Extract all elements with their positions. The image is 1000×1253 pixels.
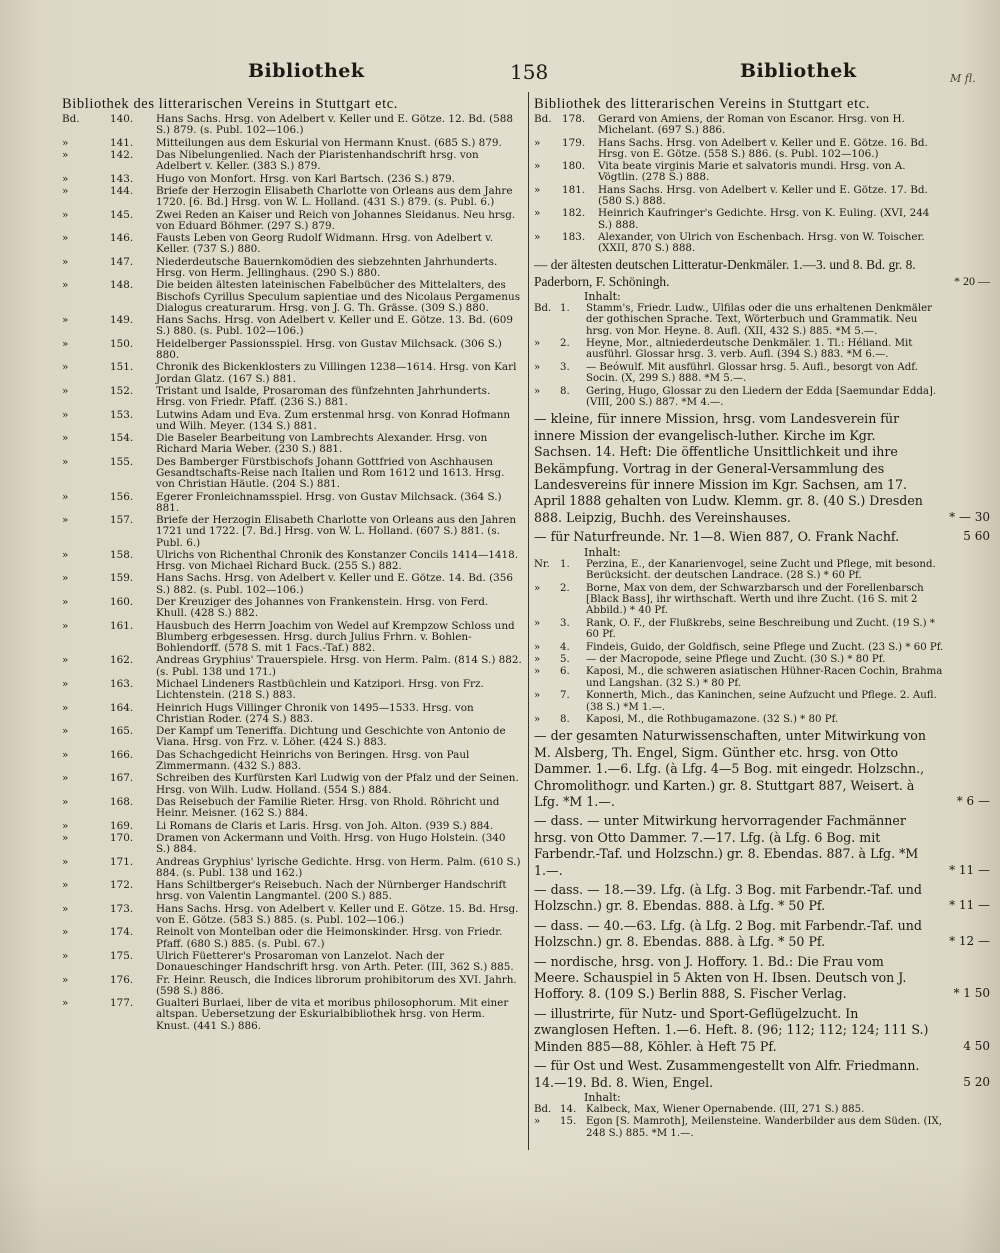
catalog-entry <box>534 303 944 337</box>
entry-text: Egon [S. Mamroth], Meilensteine. Wanderbilder aus dem Süden. (IX, 248 S.) 885. *M 1.—. <box>586 1116 942 1139</box>
catalog-entry <box>62 621 522 655</box>
entry-dass-2 <box>534 882 990 915</box>
entry-text: Hans Sachs. Hrsg. von Adelbert v. Keller und E. Götze. 16. Bd. Hrsg. von E. Götze. (558 S.) 886. (s. Publ. 102—106.) <box>598 136 928 160</box>
entry-number: 165. <box>110 725 134 738</box>
entry-text: Heyne, Mor., altniederdeutsche Denkmäler. 1. Tl.: Héliand. Mit ausführl. Glossar hrsg. 3. verb. Aufl. (394 S.) 883. *M 6.—. <box>586 338 913 361</box>
entry-prefix: » <box>534 666 541 678</box>
entry-kleine <box>534 411 990 526</box>
catalog-entry <box>534 642 944 653</box>
price: * 20 — <box>954 273 990 288</box>
catalog-entry <box>62 951 522 973</box>
catalog-entry <box>62 150 522 172</box>
entry-prefix: » <box>62 855 69 868</box>
entry-prefix: » <box>534 653 541 665</box>
catalog-entry <box>62 998 522 1032</box>
entry-text: Zwei Reden an Kaiser und Reich von Johannes Sleidanus. Neu hrsg. von Eduard Böhmer. (297 S.) 879. <box>156 208 516 232</box>
entry-prefix: » <box>62 490 69 503</box>
entry-number: 164. <box>110 701 134 714</box>
entry-prefix: » <box>62 678 69 691</box>
entry-prefix: » <box>62 337 69 350</box>
entry-number: 169. <box>110 819 134 832</box>
entry-prefix: » <box>62 796 69 809</box>
entry-text: Briefe der Herzogin Elisabeth Charlotte von Orleans aus dem Jahre 1720. [6. Bd.] Hrsg. von W. L. Holland. (431 S.) 879. (s. Publ. 6.) <box>156 184 513 209</box>
entry-text: Die Baseler Bearbeitung von Lambrechts Alexander. Hrsg. von Richard Maria Weber. (230 S.) 881. <box>156 432 488 456</box>
entry-number: 147. <box>110 255 134 268</box>
entry-number: 172. <box>110 879 134 892</box>
entry-prefix: » <box>62 255 69 268</box>
entry-number: 1. <box>560 558 570 570</box>
catalog-entry <box>62 797 522 819</box>
entry-number: 163. <box>110 678 134 691</box>
entry-number: 14. <box>560 1103 577 1115</box>
entry-prefix: » <box>62 973 69 986</box>
catalog-entry <box>534 232 944 254</box>
entry-prefix: » <box>62 572 69 585</box>
entry-number: 168. <box>110 796 134 809</box>
margin-mark: M fl. <box>950 72 976 85</box>
catalog-entry <box>62 386 522 408</box>
catalog-entry <box>62 927 522 949</box>
catalog-entry <box>62 433 522 455</box>
entry-prefix: » <box>62 832 69 845</box>
entry-prefix: » <box>62 701 69 714</box>
entry-number: 161. <box>110 619 134 632</box>
entry-text: Reinolt von Montelban oder die Heimonskinder. Hrsg. von Friedr. Pfaff. (680 S.) 885. (s. Publ. 67.) <box>156 926 503 950</box>
catalog-entry <box>62 904 522 926</box>
entry-prefix: » <box>534 617 541 629</box>
catalog-entry <box>62 492 522 514</box>
entry-number: 1. <box>560 302 570 314</box>
entry-prefix: » <box>62 748 69 761</box>
catalog-entry <box>534 714 944 725</box>
entry-illustrirte <box>534 1005 990 1055</box>
catalog-entry <box>62 114 522 136</box>
entry-number: 175. <box>110 949 134 962</box>
entry-number: 7. <box>560 690 570 702</box>
entry-number: 162. <box>110 654 134 667</box>
entry-prefix: » <box>62 548 69 561</box>
entry-number: 2. <box>560 338 570 349</box>
entry-prefix: » <box>62 314 69 327</box>
catalog-entry <box>62 679 522 701</box>
entry-text: Dramen von Ackermann und Voith. Hrsg. von Hugo Holstein. (340 S.) 884. <box>156 832 506 856</box>
catalog-entry <box>534 559 944 582</box>
entry-list <box>534 114 944 254</box>
sub-list <box>534 303 944 409</box>
catalog-entry <box>62 233 522 255</box>
catalog-entry <box>534 338 944 361</box>
entry-text: Borne, Max von dem, der Schwarzbarsch und der Forellenbarsch [Black Bass], ihr wirthschaft. Werth und ihre Zucht. (16 S. mit 2 Abbild.) * 40 Pf. <box>586 582 924 617</box>
section-heading: Bibliothek des litterarischen Vereins in Stuttgart etc. <box>534 96 870 112</box>
entry-prefix: » <box>62 184 69 197</box>
entry-text: Hausbuch des Herrn Joachim von Wedel auf Krempzow Schloss und Blumberg erbgesessen. Hrsg. durch Julius Frhrn. v. Bohlen-Bohlendorff. (578 S. mit 1 Facs.-Taf.) 882. <box>156 619 515 655</box>
page-shadow <box>0 1163 1000 1253</box>
entry-prefix: » <box>62 596 69 609</box>
catalog-entry <box>62 550 522 572</box>
entry-text: Rank, O. F., der Flußkrebs, seine Beschreibung und Zucht. (19 S.) * 60 Pf. <box>586 617 935 641</box>
catalog-entry <box>62 833 522 855</box>
entry-text: Stamm's, Friedr. Ludw., Ulfilas oder die uns erhaltenen Denkmäler der gothischen Sprache. Text, Wörterbuch und Grammatik. Neu hrsg. von Mor. Heyne. 8. Aufl. (XII, 432 S.) 885. *M 5.—. <box>586 302 933 337</box>
running-head-left: Bibliothek <box>248 60 365 82</box>
entry-text: Schreiben des Kurfürsten Karl Ludwig von der Pfalz und der Seinen. Hrsg. von Wilh. Ludw. Holland. (554 S.) 884. <box>156 772 519 796</box>
inhalt-label: Inhalt: <box>584 545 621 559</box>
column-divider <box>528 92 529 1150</box>
catalog-entry <box>534 114 944 136</box>
entry-text: Kaposi, M., die schweren asiatischen Hühner-Racen Cochin, Brahma und Langshan. (32 S.) * 80 Pf. <box>586 666 943 689</box>
entry-number: 156. <box>110 490 134 503</box>
entry-text: — kleine, für innere Mission, hrsg. vom Landesverein für innere Mission der evangelisch-luther. Kirche im Kgr. Sachsen. 14. Heft: Die öffentliche Unsittlichkeit und ihre Bekämpfung. Vortrag in der General-Versammlung des Landesvereins für innere Mission im Kgr. Sachsen, am 17. April 1888 gehalten von Ludw. Klemm. gr. 8. (40 S.) Dresden 888. Leipzig, Buchh. des Vereinshauses. <box>534 411 923 525</box>
entry-number: 159. <box>110 572 134 585</box>
entry-text: — dass. — 40.—63. Lfg. (à Lfg. 2 Bog. mit Farbendr.-Taf. und Holzschn.) gr. 8. Ebendas. 888. à Lfg. * 50 Pf. <box>534 917 922 950</box>
entry-text: Briefe der Herzogin Elisabeth Charlotte von Orleans aus den Jahren 1721 und 1722. [7. Bd.] Hrsg. von W. L. Holland. (607 S.) 881. (s. Publ. 6.) <box>156 514 517 549</box>
entry-text: Der Kreuziger des Johannes von Frankenstein. Hrsg. von Ferd. Khull. (428 S.) 882. <box>156 596 489 620</box>
entry-text: Hans Sachs. Hrsg. von Adelbert v. Keller und E. Götze. 17. Bd. (580 S.) 888. <box>598 183 928 207</box>
catalog-entry <box>534 208 944 230</box>
entry-number: 151. <box>110 361 134 374</box>
entry-text: Der Kampf um Teneriffa. Dichtung und Geschichte von Antonio de Viana. Hrsg. von Frz. v. Löher. (424 S.) 883. <box>156 725 506 749</box>
entry-prefix: » <box>62 879 69 892</box>
sub-list <box>534 1104 944 1139</box>
entry-number: 148. <box>110 279 134 292</box>
entry-number: 2. <box>560 582 570 594</box>
entry-dass-1 <box>534 813 990 879</box>
entry-prefix: » <box>62 384 69 397</box>
entry-text: Alexander, von Ulrich von Eschenbach. Hrsg. von W. Toischer. (XXII, 870 S.) 888. <box>598 230 925 255</box>
entry-prefix: Bd. <box>534 113 552 125</box>
entry-text: Ulrich Füetterer's Prosaroman von Lanzelot. Nach der Donaueschinger Handschrift hrsg. von Arth. Peter. (III, 362 S.) 885. <box>156 949 514 974</box>
entry-text: Lutwins Adam und Eva. Zum erstenmal hrsg. von Konrad Hofmann und Wilh. Meyer. (134 S.) 881. <box>156 408 511 432</box>
right-column <box>534 96 990 1140</box>
entry-text: Niederdeutsche Bauernkomödien des siebzehnten Jahrhunderts. Hrsg. von Herm. Jellinghaus. (290 S.) 880. <box>156 255 498 279</box>
entry-number: 5. <box>560 653 570 665</box>
price: * 12 — <box>949 934 990 949</box>
entry-number: 182. <box>562 207 586 220</box>
entry-nordische <box>534 953 990 1003</box>
entry-text: Perzina, E., der Kanarienvogel, seine Zucht und Pflege, mit besond. Berücksicht. der deutschen Landrace. (28 S.) * 60 Pf. <box>586 558 936 582</box>
entry-text: Konnerth, Mich., das Kaninchen, seine Aufzucht und Pflege. 2. Aufl. (38 S.) *M 1.—. <box>586 690 937 713</box>
entry-prefix: » <box>62 408 69 421</box>
catalog-entry <box>62 975 522 997</box>
entry-text: Fr. Heinr. Reusch, die Indices librorum prohibitorum des XVI. Jahrh. (598 S.) 886. <box>156 973 517 997</box>
catalog-entry <box>62 339 522 361</box>
entry-number: 8. <box>560 385 570 397</box>
entry-text: — illustrirte, für Nutz- und Sport-Geflügelzucht. In zwanglosen Heften. 1.—6. Heft. 8. (96; 112; 112; 124; 111 S.) Minden 885—88, Köhler. à Heft 75 Pf. <box>534 1005 929 1054</box>
catalog-entry <box>62 726 522 748</box>
entry-number: 4. <box>560 641 570 653</box>
catalog-entry <box>534 654 944 665</box>
entry-prefix: » <box>62 619 69 632</box>
entry-text: Chronik des Bickenklosters zu Villingen 1238—1614. Hrsg. von Karl Jordan Glatz. (167 S.) 881. <box>156 361 517 385</box>
catalog-entry <box>62 703 522 725</box>
entry-text: Mitteilungen aus dem Eskurial von Hermann Knust. (685 S.) 879. <box>156 136 502 149</box>
catalog-entry <box>62 573 522 595</box>
catalog-entry <box>534 1116 944 1139</box>
catalog-entry <box>62 597 522 619</box>
entry-text: Andreas Gryphius' lyrische Gedichte. Hrsg. von Herm. Palm. (610 S.) 884. (s. Publ. 138 und 162.) <box>156 855 521 879</box>
left-column <box>62 96 522 1033</box>
entry-dass-3 <box>534 917 990 951</box>
entry-number: 146. <box>110 232 134 245</box>
entry-prefix: » <box>62 819 69 832</box>
entry-prefix: » <box>62 514 69 527</box>
entry-prefix: » <box>62 148 69 161</box>
entry-prefix: » <box>62 232 69 245</box>
entry-number: 181. <box>562 183 586 196</box>
entry-prefix: Bd. <box>534 302 552 314</box>
entry-prefix: » <box>62 654 69 667</box>
entry-prefix: » <box>534 1116 541 1128</box>
entry-text: Gering, Hugo, Glossar zu den Liedern der Edda [Saemundar Edda]. (VIII, 200 S.) 887. *M 4.—. <box>586 385 937 409</box>
catalog-entry <box>62 186 522 208</box>
catalog-entry <box>534 583 944 617</box>
entry-text: Vita beate virginis Marie et salvatoris mundi. Hrsg. von A. Vögtlin. (278 S.) 888. <box>598 160 906 184</box>
entry-prefix: » <box>62 432 69 445</box>
entry-text: — der Macropode, seine Pflege und Zucht. (30 S.) * 80 Pf. <box>586 653 886 665</box>
catalog-entry <box>534 362 944 385</box>
entry-text: Des Bamberger Fürstbischofs Johann Gottfried von Aschhausen Gesandtschafts-Reise nach Italien und Rom 1612 und 1613. Hrsg. von Christian Häutle. (204 S.) 881. <box>156 455 505 491</box>
catalog-entry <box>62 174 522 185</box>
entry-prefix: » <box>534 230 541 243</box>
catalog-entry <box>62 362 522 384</box>
catalog-entry <box>62 750 522 772</box>
entry-prefix: » <box>62 725 69 738</box>
price: * 1 50 <box>953 986 990 1001</box>
entry-text: Kaposi, M., die Rothbugamazone. (32 S.) * 80 Pf. <box>586 713 839 725</box>
entry-number: 167. <box>110 772 134 785</box>
entry-prefix: » <box>534 338 541 349</box>
entry-text: — Beówulf. Mit ausführl. Glossar hrsg. 5. Aufl., besorgt von Adf. Socin. (X, 299 S.) 888. *M 5.—. <box>586 361 918 385</box>
catalog-entry <box>62 880 522 902</box>
entry-prefix: » <box>534 136 541 149</box>
entry-prefix: Nr. <box>534 558 550 570</box>
entry-prefix: » <box>62 902 69 915</box>
catalog-entry <box>62 280 522 314</box>
entry-text: — nordische, hrsg. von J. Hoffory. 1. Bd.: Die Frau vom Meere. Schauspiel in 5 Akten von H. Ibsen. Deutsch von J. Hoffory. 8. (109 S.) Berlin 888, S. Fischer Verlag. <box>534 953 907 1002</box>
catalog-entry <box>62 410 522 432</box>
entry-text: Heinrich Kaufringer's Gedichte. Hrsg. von K. Euling. (XVI, 244 S.) 888. <box>598 207 930 231</box>
catalog-entry <box>62 655 522 677</box>
entry-number: 160. <box>110 596 134 609</box>
entry-text: Kalbeck, Max, Wiener Opernabende. (III, 271 S.) 885. <box>586 1103 865 1115</box>
entry-number: 140. <box>110 113 134 125</box>
entry-number: 3. <box>560 617 570 629</box>
catalog-entry <box>62 257 522 279</box>
entry-prefix: Bd. <box>534 1103 552 1115</box>
price: * 11 — <box>949 898 990 913</box>
entry-naturfreunde <box>534 529 990 545</box>
entry-prefix: » <box>534 641 541 653</box>
entry-text: — dass. — unter Mitwirkung hervorragender Fachmänner hrsg. von Otto Dammer. 7.—17. Lfg. (à Lfg. 6 Bog. mit Farbendr.-Taf. und Holzschn.) gr. 8. Ebendas. 887. à Lfg. *M 1.—. <box>534 813 919 878</box>
entry-text: — für Ost und West. Zusammengestellt von Alfr. Friedmann. 14.—19. Bd. 8. Wien, Engel. <box>534 1058 920 1090</box>
entry-prefix: » <box>534 207 541 220</box>
catalog-entry <box>62 210 522 232</box>
catalog-entry <box>534 161 944 183</box>
entry-number: 174. <box>110 926 134 939</box>
entry-text: Das Schachgedicht Heinrichs von Beringen. Hrsg. von Paul Zimmermann. (432 S.) 883. <box>156 748 470 773</box>
catalog-entry <box>62 773 522 795</box>
entry-number: 180. <box>562 160 586 173</box>
entry-prefix: » <box>534 582 541 594</box>
entry-prefix: » <box>62 361 69 374</box>
entry-prefix: » <box>62 136 69 149</box>
entry-text: Gualteri Burlaei, liber de vita et moribus philosophorum. Mit einer altspan. Uebersetzung der Eskurialbibliothek hrsg. von Herm. Knust. (441 S.) 886. <box>156 997 509 1032</box>
entry-text: Hans Sachs. Hrsg. von Adelbert v. Keller und E. Götze. 13. Bd. (609 S.) 880. (s. Publ. 102—106.) <box>156 314 513 338</box>
entry-prefix: » <box>534 690 541 702</box>
price: * — 30 <box>949 509 990 524</box>
inhalt-label: Inhalt: <box>584 289 621 303</box>
entry-text: Egerer Fronleichnamsspiel. Hrsg. von Gustav Milchsack. (364 S.) 881. <box>156 490 502 514</box>
entry-text: Gerard von Amiens, der Roman von Escanor. Hrsg. von H. Michelant. (697 S.) 886. <box>598 113 905 137</box>
entry-text: — der ältesten deutschen Litteratur-Denkmäler. 1.—3. und 8. Bd. gr. 8. Paderborn, F. Schöningh. <box>534 257 916 289</box>
price: * 11 — <box>949 862 990 877</box>
page-number: 158 <box>510 60 549 84</box>
entry-number: 15. <box>560 1116 577 1128</box>
entry-prefix: » <box>62 455 69 468</box>
entry-text: Hans Schiltberger's Reisebuch. Nach der Nürnberger Handschrift hrsg. von Valentin Langmantel. (200 S.) 885. <box>156 879 507 903</box>
entry-prefix: » <box>62 279 69 292</box>
entry-prefix: Bd. <box>62 113 80 125</box>
entry-list <box>62 114 522 1032</box>
entry-text: Hans Sachs. Hrsg. von Adelbert v. Keller und E. Götze. 14. Bd. (356 S.) 882. (s. Publ. 102—106.) <box>156 572 513 596</box>
catalog-entry <box>534 386 944 409</box>
entry-number: 152. <box>110 384 134 397</box>
section-heading: Bibliothek des litterarischen Vereins in Stuttgart etc. <box>62 96 398 112</box>
entry-number: 154. <box>110 432 134 445</box>
entry-number: 179. <box>562 136 586 149</box>
entry-number: 3. <box>560 361 570 373</box>
entry-text: Heidelberger Passionsspiel. Hrsg. von Gustav Milchsack. (306 S.) 880. <box>156 337 502 361</box>
catalog-entry <box>534 618 944 641</box>
catalog-entry <box>62 821 522 832</box>
entry-number: 141. <box>110 136 134 149</box>
entry-prefix: » <box>62 997 69 1010</box>
entry-text: Fausts Leben von Georg Rudolf Widmann. Hrsg. von Adelbert v. Keller. (737 S.) 880. <box>156 232 494 256</box>
catalog-entry <box>534 138 944 160</box>
entry-number: 149. <box>110 314 134 327</box>
entry-text: — für Naturfreunde. Nr. 1—8. Wien 887, O. Frank Nachf. <box>534 529 900 545</box>
entry-prefix: » <box>62 772 69 785</box>
entry-text: Heinrich Hugs Villinger Chronik von 1495—1533. Hrsg. von Christian Roder. (274 S.) 883. <box>156 701 474 725</box>
entry-number: 171. <box>110 855 134 868</box>
entry-number: 178. <box>562 113 586 125</box>
catalog-entry <box>534 185 944 207</box>
entry-number: 144. <box>110 184 134 197</box>
entry-number: 176. <box>110 973 134 986</box>
entry-number: 158. <box>110 548 134 561</box>
sub-list <box>534 559 944 726</box>
entry-number: 173. <box>110 902 134 915</box>
entry-text: Findeis, Guido, der Goldfisch, seine Pflege und Zucht. (23 S.) * 60 Pf. <box>586 641 944 653</box>
entry-number: 177. <box>110 997 134 1010</box>
entry-prefix: » <box>62 926 69 939</box>
price: 5 60 <box>963 529 990 544</box>
catalog-entry <box>62 857 522 879</box>
entry-number: 145. <box>110 208 134 221</box>
catalog-entry <box>534 1104 944 1115</box>
entry-number: 166. <box>110 748 134 761</box>
entry-prefix: » <box>534 160 541 173</box>
entry-text: — der gesamten Naturwissenschaften, unter Mitwirkung von M. Alsberg, Th. Engel, Sigm. Günther etc. hrsg. von Otto Dammer. 1.—6. Lfg. (à Lfg. 4—5 Bog. mit eingedr. Holzschn., Chromolithogr. und Karten.) gr. 8. Stuttgart 887, Weisert. à Lfg. *M 1.—. <box>534 728 926 809</box>
entry-number: 142. <box>110 148 134 161</box>
entry-text: Li Romans de Claris et Laris. Hrsg. von Joh. Alton. (939 S.) 884. <box>156 819 494 832</box>
entry-number: 6. <box>560 666 570 678</box>
entry-number: 157. <box>110 514 134 527</box>
catalog-entry <box>62 138 522 149</box>
catalog-entry <box>62 315 522 337</box>
inhalt-label: Inhalt: <box>584 1090 621 1104</box>
entry-prefix: » <box>62 949 69 962</box>
price: 4 50 <box>963 1038 990 1053</box>
running-head-right: Bibliothek <box>740 60 857 82</box>
entry-text: Die beiden ältesten lateinischen Fabelbücher des Mittelalters, des Bischofs Cyrillus Speculum sapientiae und des Nicolaus Pergamenus Dialogus creaturarum. Hrsg. von J. G. Th. Grässe. (309 S.) 880. <box>156 279 521 314</box>
catalog-entry <box>62 515 522 549</box>
entry-text: Hans Sachs. Hrsg. von Adelbert v. Keller und E. Götze. 12. Bd. (588 S.) 879. (s. Publ. 102—106.) <box>156 113 513 137</box>
entry-number: 170. <box>110 832 134 845</box>
entry-number: 150. <box>110 337 134 350</box>
entry-text: Tristant und Isalde, Prosaroman des fünfzehnten Jahrhunderts. Hrsg. von Friedr. Pfaff. (236 S.) 881. <box>156 384 491 409</box>
entry-number: 153. <box>110 408 134 421</box>
entry-text: Hugo von Monfort. Hrsg. von Karl Bartsch. (236 S.) 879. <box>156 172 455 185</box>
catalog-entry <box>534 690 944 713</box>
catalog-entry <box>534 666 944 689</box>
entry-number: 183. <box>562 230 586 243</box>
entry-text: Das Reisebuch der Familie Rieter. Hrsg. von Rhold. Röhricht und Heinr. Meisner. (162 S.) 884. <box>156 796 500 820</box>
entry-prefix: » <box>534 361 541 373</box>
entry-text: Ulrichs von Richenthal Chronik des Konstanzer Concils 1414—1418. Hrsg. von Michael Richard Buck. (255 S.) 882. <box>156 548 519 573</box>
entry-text: — dass. — 18.—39. Lfg. (à Lfg. 3 Bog. mit Farbendr.-Taf. und Holzschn.) gr. 8. Ebendas. 888. à Lfg. * 50 Pf. <box>534 882 922 914</box>
entry-prefix: » <box>62 208 69 221</box>
entry-text: Andreas Gryphius' Trauerspiele. Hrsg. von Herm. Palm. (814 S.) 882. (s. Publ. 138 und 171.) <box>156 654 522 678</box>
entry-text: Das Nibelungenlied. Nach der Piaristenhandschrift hrsg. von Adelbert v. Keller. (383 S.) 879. <box>156 148 479 173</box>
entry-ost-west <box>534 1058 990 1091</box>
entry-denkmaeler <box>534 257 990 289</box>
entry-number: 143. <box>110 172 134 185</box>
entry-prefix: » <box>534 385 541 397</box>
price: * 6 — <box>956 794 990 808</box>
entry-number: 155. <box>110 455 134 468</box>
entry-gesamten <box>534 728 990 810</box>
price: 5 20 <box>963 1074 990 1089</box>
entry-prefix: » <box>534 183 541 196</box>
entry-text: Hans Sachs. Hrsg. von Adelbert v. Keller und E. Götze. 15. Bd. Hrsg. von E. Götze. (583 S.) 885. (s. Publ. 102—106.) <box>156 902 519 926</box>
entry-prefix: » <box>534 713 541 725</box>
entry-prefix: » <box>62 172 69 185</box>
catalog-entry <box>62 457 522 491</box>
entry-number: 8. <box>560 713 570 725</box>
entry-text: Michael Lindeners Rastbüchlein und Katzipori. Hrsg. von Frz. Lichtenstein. (218 S.) 883. <box>156 678 484 702</box>
